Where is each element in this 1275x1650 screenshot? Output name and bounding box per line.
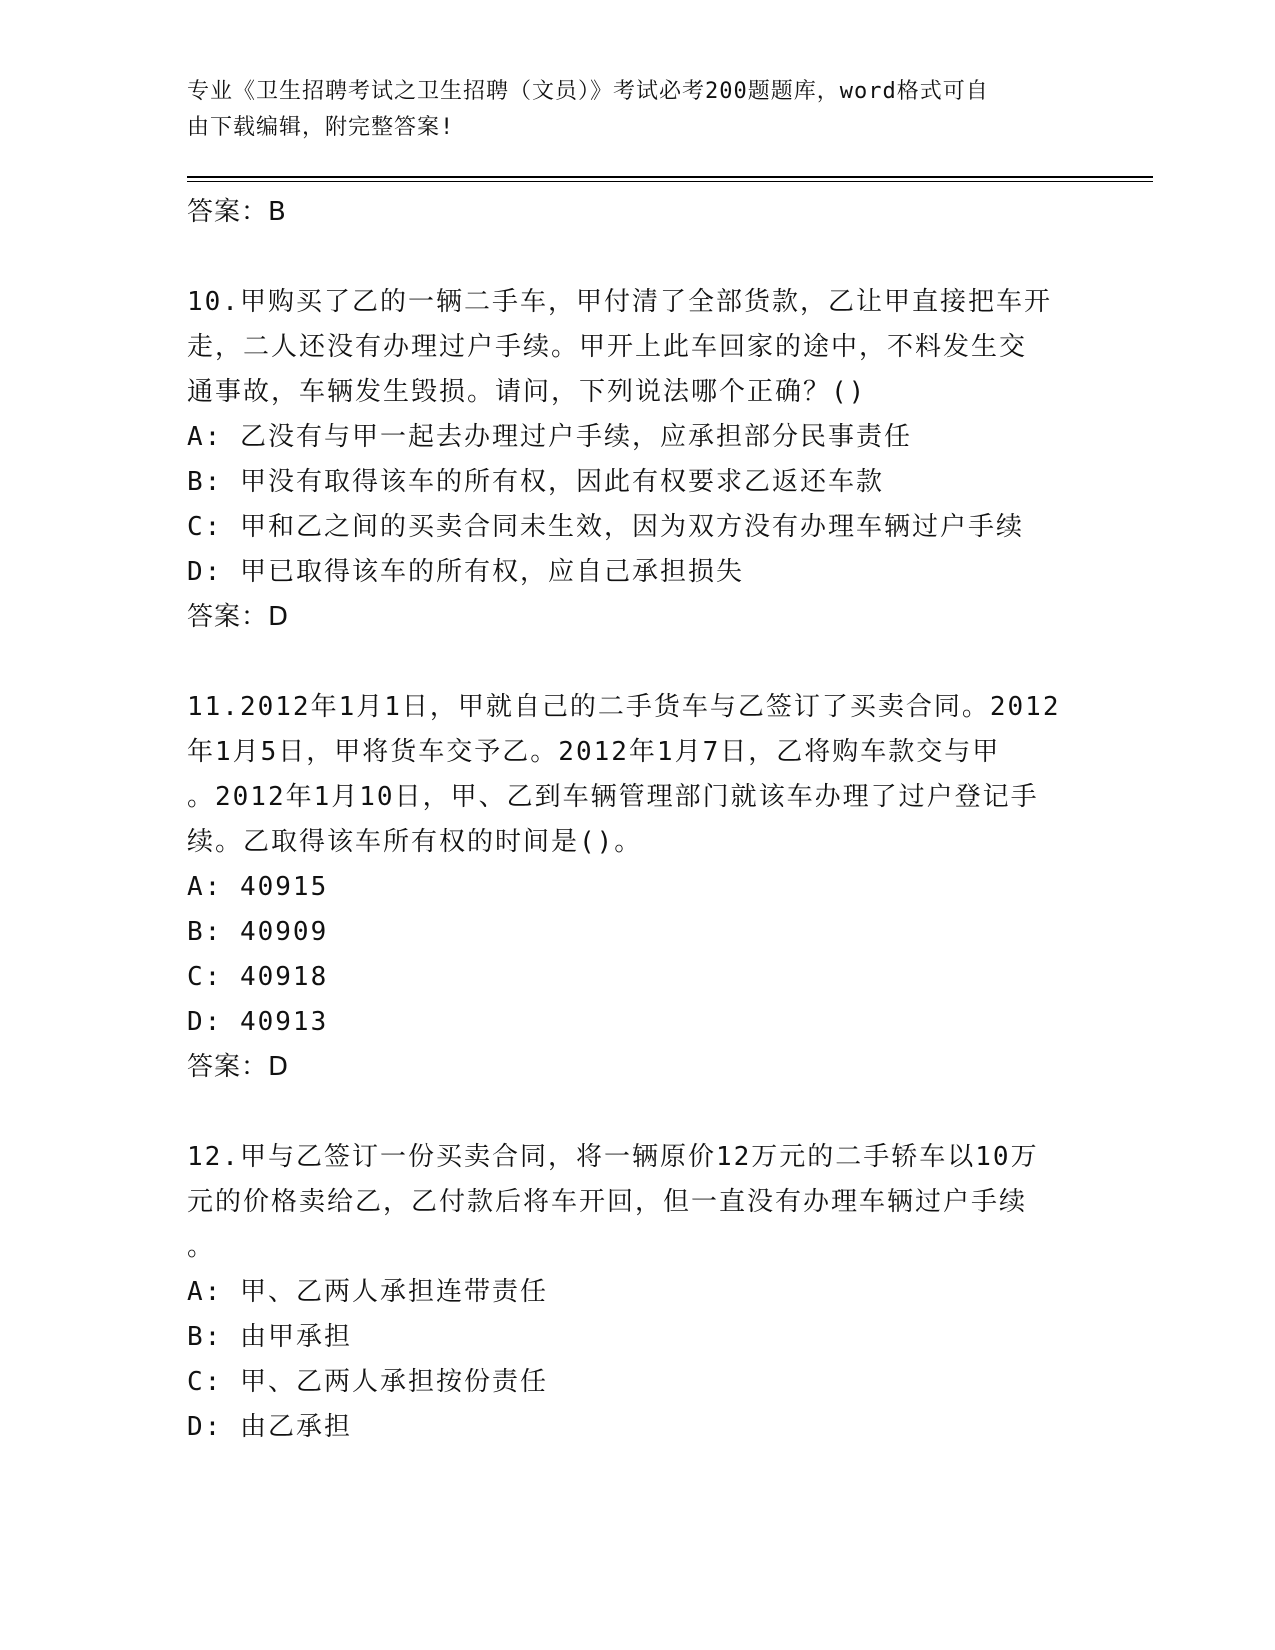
- option-c: C: 甲、乙两人承担按份责任: [187, 1367, 548, 1397]
- question-text-line: 11.2012年1月1日，甲就自己的二手货车与乙签订了买卖合同。2012: [187, 692, 1061, 722]
- header-rule-thin: [187, 181, 1153, 182]
- question-text-line: 通事故，车辆发生毁损。请问，下列说法哪个正确？(): [187, 377, 867, 407]
- answer-line: 答案：D: [187, 602, 290, 632]
- option-c: C: 40918: [187, 962, 329, 992]
- header-rule: [187, 176, 1153, 178]
- option-d: D: 甲已取得该车的所有权，应自己承担损失: [187, 557, 744, 587]
- option-a: A: 40915: [187, 872, 329, 902]
- question-10: [187, 280, 1087, 641]
- question-11: [187, 685, 1087, 1091]
- answer-line: 答案：B: [187, 197, 287, 227]
- header-line: 专业《卫生招聘考试之卫生招聘（文员）》考试必考200题题库，word格式可自: [187, 79, 989, 104]
- option-c: C: 甲和乙之间的买卖合同未生效，因为双方没有办理车辆过户手续: [187, 512, 1024, 542]
- question-text-line: 年1月5日，甲将货车交予乙。2012年1月7日，乙将购车款交与甲: [187, 737, 1001, 767]
- option-a: A: 乙没有与甲一起去办理过户手续，应承担部分民事责任: [187, 422, 912, 452]
- question-text-line: 续。乙取得该车所有权的时间是()。: [187, 827, 643, 857]
- question-text-line: 。2012年1月10日，甲、乙到车辆管理部门就该车办理了过户登记手: [187, 782, 1039, 812]
- answer-line: 答案：D: [187, 1052, 290, 1082]
- header-line: 由下载编辑，附完整答案!: [187, 115, 455, 140]
- question-text-line: 。: [187, 1232, 216, 1262]
- spacer: [187, 236, 1087, 280]
- question-text-line: 元的价格卖给乙，乙付款后将车开回，但一直没有办理车辆过户手续: [187, 1187, 1028, 1217]
- option-b: B: 由甲承担: [187, 1322, 352, 1352]
- question-text-line: 10.甲购买了乙的一辆二手车，甲付清了全部货款，乙让甲直接把车开: [187, 287, 1052, 317]
- document-body: [187, 190, 1087, 1450]
- question-text-line: 走，二人还没有办理过户手续。甲开上此车回家的途中，不料发生交: [187, 332, 1028, 362]
- spacer: [187, 641, 1087, 685]
- option-d: D: 由乙承担: [187, 1412, 352, 1442]
- option-d: D: 40913: [187, 1007, 329, 1037]
- option-b: B: 甲没有取得该车的所有权，因此有权要求乙返还车款: [187, 467, 884, 497]
- option-a: A: 甲、乙两人承担连带责任: [187, 1277, 548, 1307]
- spacer: [187, 1091, 1087, 1135]
- question-text-line: 12.甲与乙签订一份买卖合同，将一辆原价12万元的二手轿车以10万: [187, 1142, 1039, 1172]
- question-12: [187, 1135, 1087, 1450]
- option-b: B: 40909: [187, 917, 329, 947]
- document-header: [187, 74, 1067, 146]
